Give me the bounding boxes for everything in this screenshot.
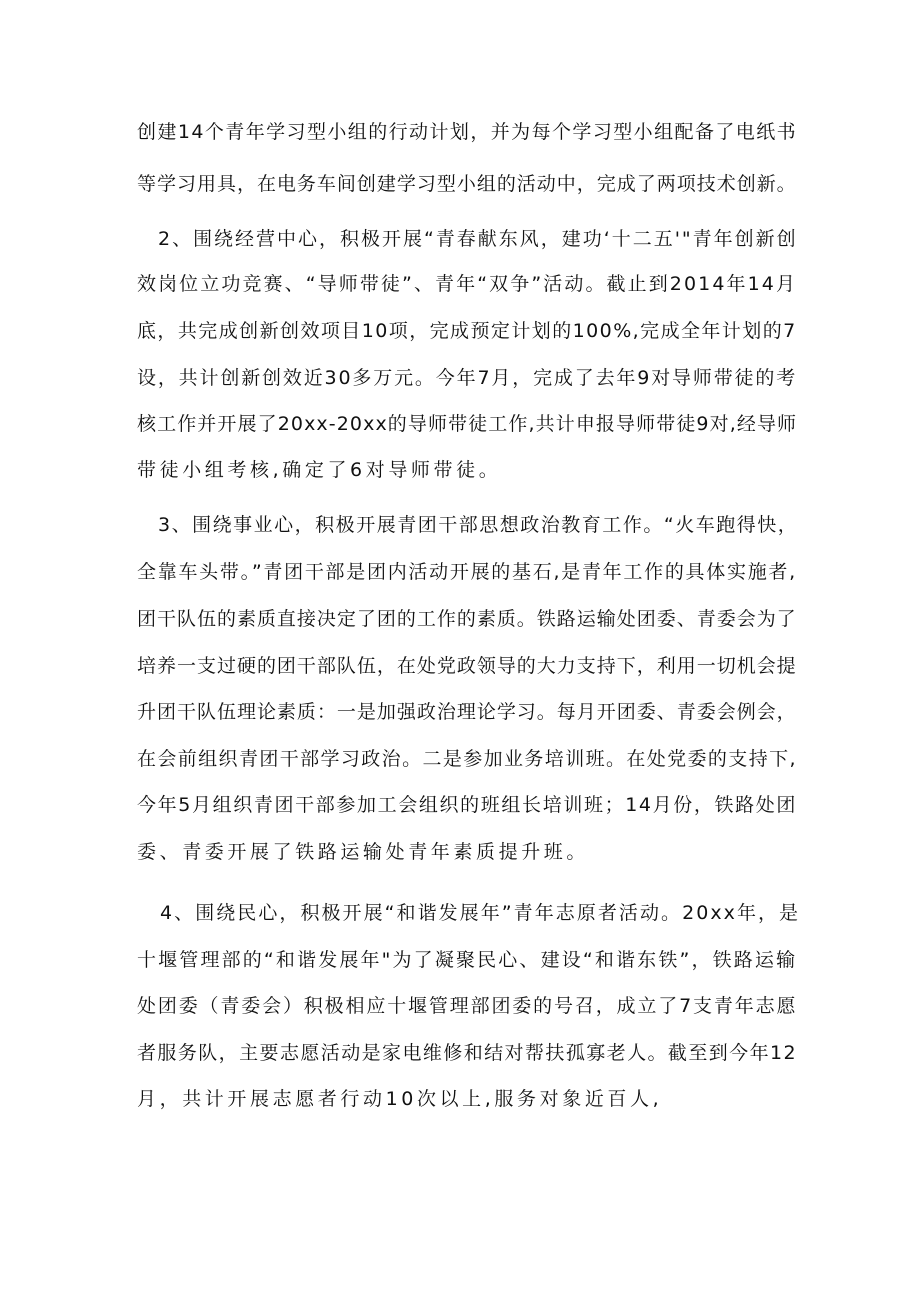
text-line: 者服务队，主要志愿活动是家电维修和结对帮扶孤寡老人。截至到今年12 (137, 1042, 798, 1064)
text-line: 带徒小组考核,确定了6对导师带徒。 (137, 459, 502, 481)
text-line: 效岗位立功竞赛、“导师带徒”、青年“双争”活动。截止到2014年14月 (137, 273, 798, 295)
text-line: 十堰管理部的“和谐发展年"为了凝聚民心、建设“和谐东铁”，铁路运输 (137, 949, 798, 971)
text-line: 创建14个青年学习型小组的行动计划，并为每个学习型小组配备了电纸书 (137, 121, 798, 143)
text-line: 全靠车头带。”青团干部是团内活动开展的基石,是青年工作的具体实施者, (137, 561, 797, 583)
text-line: 等学习用具，在电务车间创建学习型小组的活动中，完成了两项技术创新。 (137, 173, 797, 195)
text-line: 月，共计开展志愿者行动10次以上,服务对象近百人, (137, 1088, 663, 1110)
text-line: 升团干队伍理论素质：一是加强政治理论学习。每月开团委、青委会例会， (137, 701, 797, 723)
text-line: 团干队伍的素质直接决定了团的工作的素质。铁路运输处团委、青委会为了 (137, 608, 797, 630)
text-line: 底，共完成创新创效项目10项，完成预定计划的100%,完成全年计划的7 (137, 320, 797, 342)
text-line: 今年5月组织青团干部参加工会组织的班组长培训班；14月份，铁路处团 (137, 794, 798, 816)
text-line: 培养一支过硬的团干部队伍，在处党政领导的大力支持下，利用一切机会提 (137, 655, 797, 677)
text-line: 委、青委开展了铁路运输处青年素质提升班。 (137, 841, 590, 863)
text-line: 处团委（青委会）积极相应十堰管理部团委的号召，成立了7支青年志愿 (137, 995, 798, 1017)
text-line: 2、围绕经营中心，积极开展“青春献东风，建功‘十二五'"青年创新创 (158, 228, 798, 250)
text-line: 设，共计创新创效近30多万元。今年7月，完成了去年9对导师带徒的考 (137, 367, 798, 389)
text-line: 核工作并开展了20xx-20xx的导师带徒工作,共计申报导师带徒9对,经导师 (137, 413, 798, 435)
text-line: 在会前组织青团干部学习政治。二是参加业务培训班。在处党委的支持下, (137, 748, 797, 770)
text-line: 3、围绕事业心，积极开展青团干部思想政治教育工作。“火车跑得快， (158, 514, 799, 536)
text-line: 4、围绕民心，积极开展“和谐发展年”青年志原者活动。20xx年，是 (160, 902, 801, 924)
